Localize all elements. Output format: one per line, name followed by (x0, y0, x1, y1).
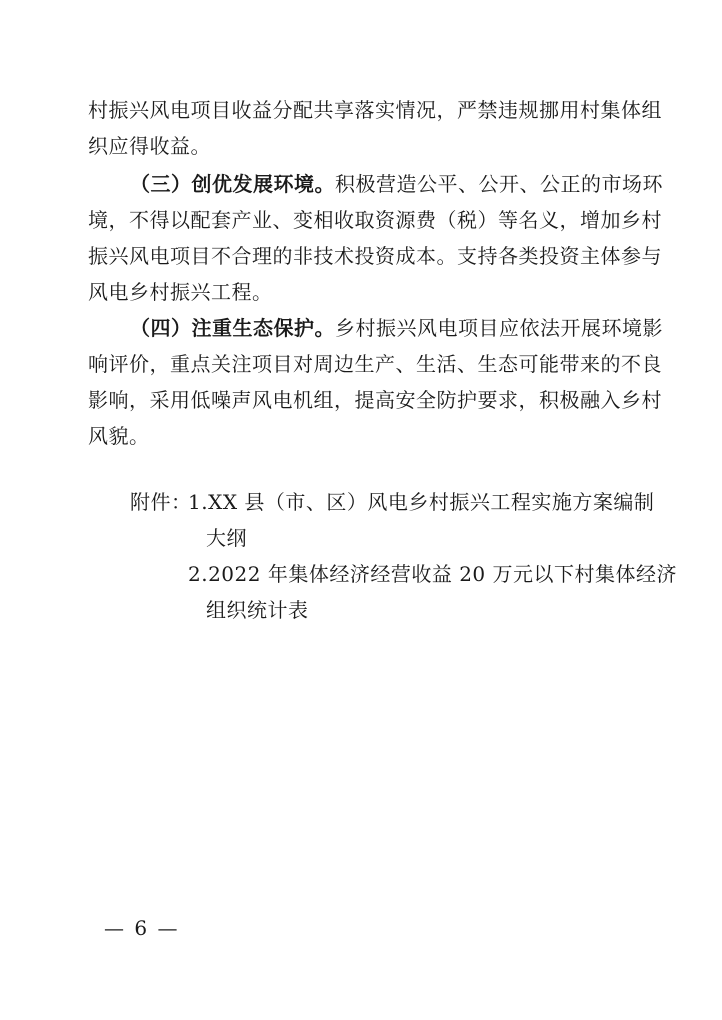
text-line: 村振兴风电项目收益分配共享落实情况，严禁违规挪用村集体组 (88, 98, 662, 122)
attachment-item-2: 2.2022 年集体经济经营收益 20 万元以下村集体经济 (188, 562, 678, 586)
text-line: 风貌。 (88, 424, 150, 448)
text-line: 响评价，重点关注项目对周边生产、生活、生态可能带来的不良 (88, 352, 662, 376)
text-line: 风电乡村振兴工程。 (88, 280, 273, 304)
paragraph-development-environment (88, 166, 663, 310)
section-heading: （四）注重生态保护。 (130, 316, 335, 340)
text-line: 振兴风电项目不合理的非技术投资成本。支持各类投资主体参与 (88, 244, 662, 268)
attachment-item-1 (130, 484, 677, 520)
text-fragment: 乡村振兴风电项目应依法开展环境影 (335, 316, 663, 340)
text-line: 织应得收益。 (88, 134, 211, 158)
paragraph-ecological-protection (88, 310, 663, 454)
attachment-title-continued: 组织统计表 (206, 598, 309, 622)
text-line: 影响，采用低噪声风电机组，提高安全防护要求，积极融入乡村 (88, 388, 662, 412)
text-line (88, 166, 663, 202)
attachments-label: 附件： (130, 490, 192, 514)
page-number: — 6 — (104, 916, 180, 940)
attachments-list (130, 484, 677, 628)
paragraph-benefit-sharing (88, 92, 662, 164)
attachment-title-continued: 大纲 (206, 526, 247, 550)
section-heading: （三）创优发展环境。 (130, 172, 335, 196)
text-line: 境，不得以配套产业、变相收取资源费（税）等名义，增加乡村 (88, 208, 662, 232)
attachment-title: 1.XX 县（市、区）风电乡村振兴工程实施方案编制 (188, 490, 655, 514)
text-line (88, 310, 663, 346)
text-fragment: 积极营造公平、公开、公正的市场环 (335, 172, 663, 196)
